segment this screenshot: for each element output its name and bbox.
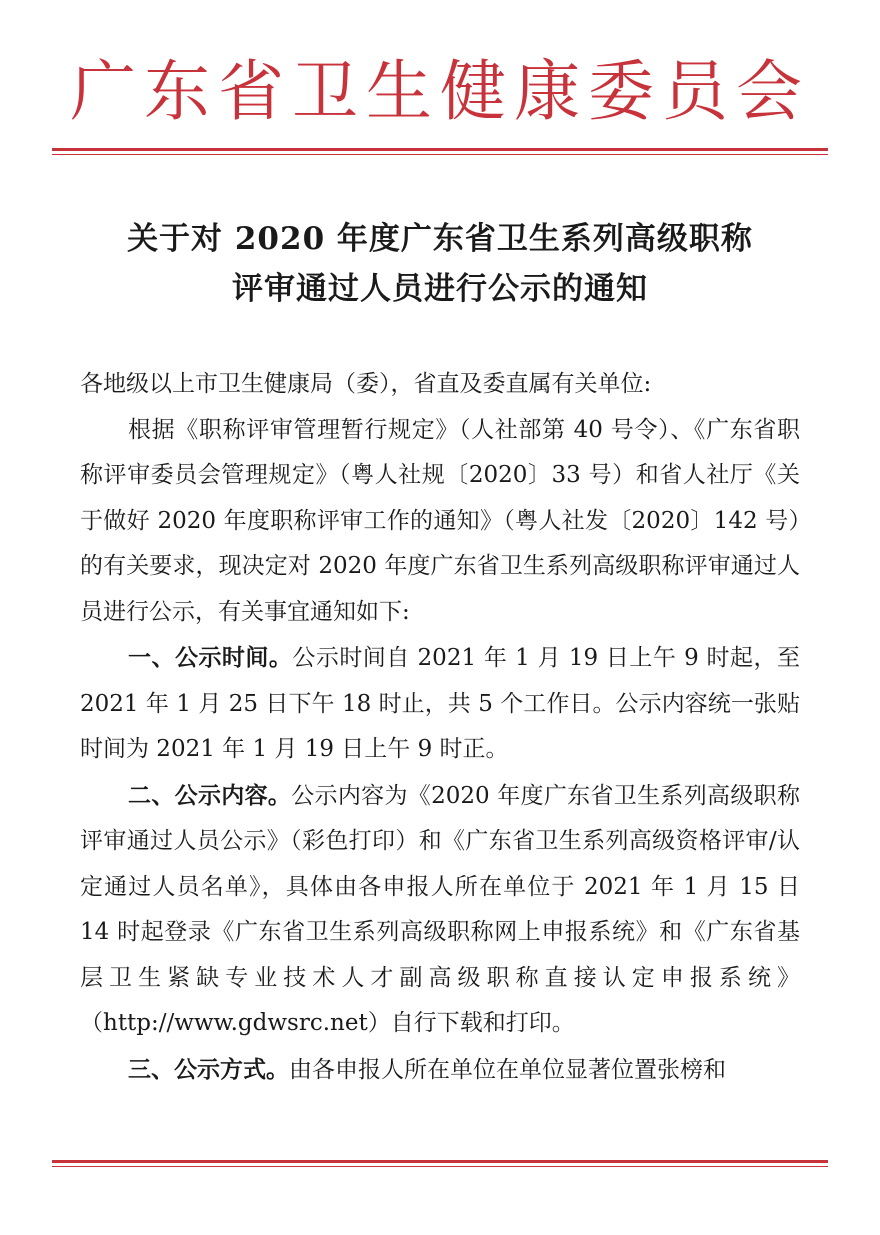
salutation: 各地级以上市卫生健康局（委），省直及委直属有关单位: <box>80 371 652 397</box>
title-line-1: 关于对 2020 年度广东省卫生系列高级职称 <box>127 221 753 257</box>
section-3 <box>80 1047 800 1094</box>
letterhead-divider <box>52 148 828 155</box>
document-title <box>40 214 840 314</box>
document-body <box>80 362 800 1093</box>
section-2-heading: 二、公示内容。 <box>128 781 292 809</box>
section-1-text: 公示时间自 2021 年 1 月 19 日上午 9 时起，至 2021 年 1 月 25 日下午 18 时止，共 5 个工作日。公示内容统一张贴时间为 2021 年 1 月 19 日上午 9 时正。 <box>80 645 800 762</box>
section-1 <box>80 635 800 773</box>
intro-paragraph: 根据《职称评审管理暂行规定》（人社部第 40 号令）、《广东省职称评审委员会管理规定》（粤人社规〔2020〕33 号）和省人社厅《关于做好 2020 年度职称评审工作的通知》（粤人社发〔2020〕142 号）的有关要求，现决定对 2020 年度广东省卫生系列高级职称评审通过人员进行公示，有关事宜通知如下: <box>80 416 800 625</box>
title-line-2: 评审通过人员进行公示的通知 <box>232 271 648 307</box>
section-3-text: 由各申报人所在单位在单位显著位置张榜和 <box>289 1056 726 1083</box>
section-3-heading: 三、公示方式。 <box>128 1055 289 1083</box>
section-1-heading: 一、公示时间。 <box>128 644 293 671</box>
footer-divider <box>52 1160 828 1167</box>
section-2-text: 公示内容为《2020 年度广东省卫生系列高级职称评审通过人员公示》（彩色打印）和《广东省卫生系列高级资格评审/认定通过人员名单》，具体由各申报人所在单位于 2021 年 1 月 15 日 14 时起登录《广东省卫生系列高级职称网上申报系统》和《广东省基层卫生紧缺专业技术人才副高级职称直接认定申报系统》（http://www.gdwsrc.net）自行下载和打印。 <box>80 782 800 1036</box>
letterhead-org-name: 广东省卫生健康委员会 <box>70 53 810 130</box>
section-2 <box>80 773 800 1047</box>
